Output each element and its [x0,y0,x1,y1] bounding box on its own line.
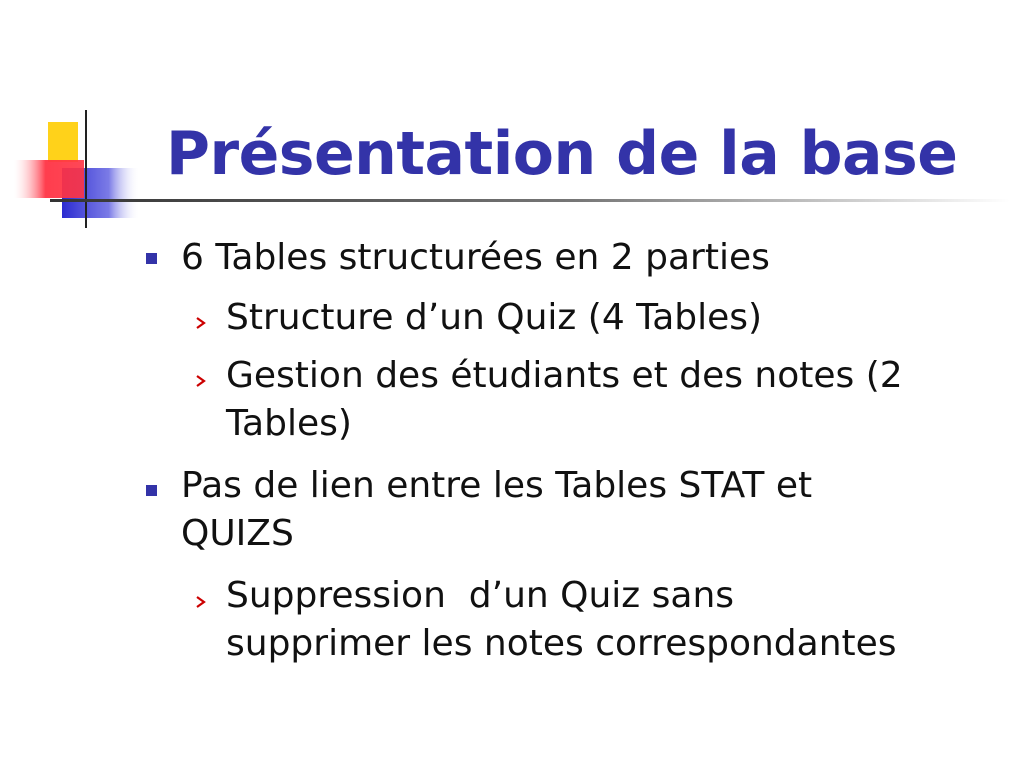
sub-bullet-1-2-line-2: Tables) [226,403,352,444]
square-bullet-icon [146,253,157,264]
bullet-2-line-2: QUIZS [181,513,294,554]
slide-title: Présentation de la base [166,119,958,189]
sub-bullet-2-1-line-1: Suppression d’un Quiz sans [226,575,735,616]
chevron-right-icon [194,595,208,609]
sub-bullet-1-1-text: Structure d’un Quiz (4 Tables) [226,297,763,338]
sub-bullet-2-1-line-2: supprimer les notes correspondantes [226,623,897,664]
chevron-right-icon [194,316,208,330]
bullet-1-text: 6 Tables structurées en 2 parties [181,237,770,278]
bullet-2-line-1: Pas de lien entre les Tables STAT et [181,465,813,506]
chevron-right-icon [194,374,208,388]
sub-bullet-1-2-line-1: Gestion des étudiants et des notes (2 [226,355,903,396]
square-bullet-icon [146,485,157,496]
